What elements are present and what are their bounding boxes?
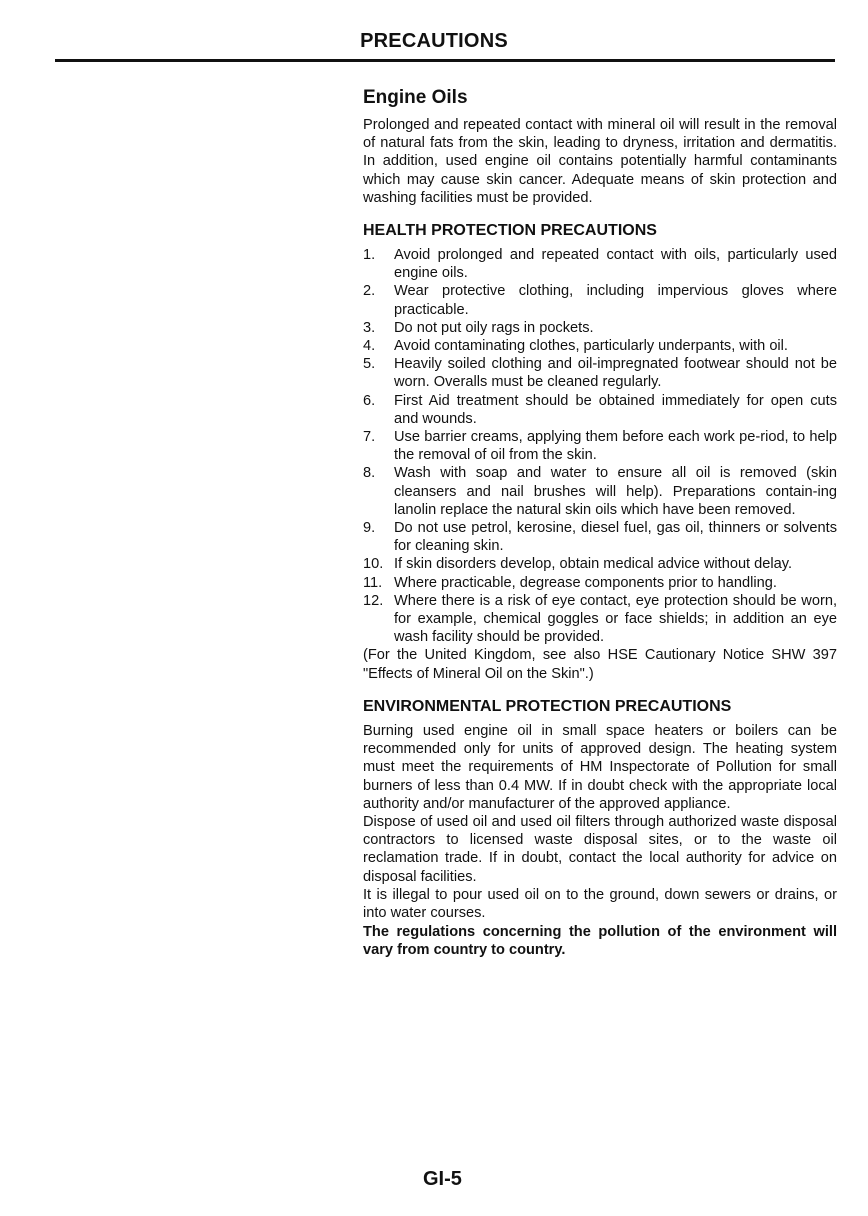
engine-oils-heading: Engine Oils xyxy=(363,87,468,108)
list-item xyxy=(363,392,837,428)
list-item-text: If skin disorders develop, obtain medical advice without delay. xyxy=(394,556,793,573)
list-item-text: Where practicable, degrease components prior to handling. xyxy=(394,574,777,591)
health-list xyxy=(363,246,837,646)
header-rule xyxy=(55,59,835,62)
list-item xyxy=(363,592,837,647)
regulations-note: The regulations concerning the pollution of the environment will vary from country to country. xyxy=(363,924,837,959)
list-item-text: Do not use petrol, kerosine, diesel fuel, gas oil, thinners or solvents for cleaning skin. xyxy=(394,520,837,555)
list-item-text: Wash with soap and water to ensure all oil is removed (skin cleansers and nail brushes will help). Preparations contain-ing lanolin replace the natural skin oils which have been removed. xyxy=(394,465,837,518)
list-item xyxy=(363,574,837,592)
list-item-number: 10. xyxy=(363,556,384,573)
list-item-number: 8. xyxy=(363,465,376,482)
list-item-number: 9. xyxy=(363,520,376,537)
list-item-text: Use barrier creams, applying them before each work pe-riod, to help the removal of oil from the skin. xyxy=(394,429,837,464)
list-item-number: 11. xyxy=(363,574,383,591)
page-number: GI-5 xyxy=(423,1168,462,1190)
list-item xyxy=(363,464,837,519)
list-item xyxy=(363,519,837,555)
list-item-number: 7. xyxy=(363,429,376,446)
list-item-number: 1. xyxy=(363,247,376,264)
list-item xyxy=(363,555,837,573)
uk-note: (For the United Kingdom, see also HSE Cautionary Notice SHW 397 "Effects of Mineral Oil on the Skin".) xyxy=(363,647,837,682)
list-item-text: Where there is a risk of eye contact, eye protection should be worn, for example, chemical goggles or face shields; in addition an eye wash facility should be provided. xyxy=(394,592,837,646)
environment-paragraph: It is illegal to pour used oil on to the ground, down sewers or drains, or into water courses. xyxy=(363,886,837,921)
list-item xyxy=(363,246,837,282)
list-item xyxy=(363,355,837,391)
list-item-number: 5. xyxy=(363,356,376,373)
list-item-text: Heavily soiled clothing and oil-impregnated footwear should not be worn. Overalls must be cleaned regularly. xyxy=(394,356,837,391)
list-item-text: Wear protective clothing, including impervious gloves where practicable. xyxy=(394,283,837,318)
list-item-text: Avoid prolonged and repeated contact with oils, particularly used engine oils. xyxy=(394,247,837,282)
list-item-text: Avoid contaminating clothes, particularly underpants, with oil. xyxy=(394,338,788,355)
environment-paragraph: Burning used engine oil in small space heaters or boilers can be recommended only for units of approved design. The heating system must meet the requirements of HM Inspectorate of Pollution for small burners of less than 0.4 MW. If in doubt check with the appropriate local authority and/or manufacturer of the approved appliance. xyxy=(363,722,837,812)
list-item-number: 12. xyxy=(363,592,384,609)
content-column xyxy=(363,86,837,960)
health-heading: HEALTH PROTECTION PRECAUTIONS xyxy=(363,222,657,240)
list-item-text: First Aid treatment should be obtained immediately for open cuts and wounds. xyxy=(394,392,837,427)
list-item-number: 4. xyxy=(363,338,376,355)
list-item xyxy=(363,282,837,318)
engine-oils-intro: Prolonged and repeated contact with mineral oil will result in the removal of natural fats from the skin, leading to dryness, irritation and dermatitis. In addition, used engine oil contains potentially harmful contaminants which may cause skin cancer. Adequate means of skin protection and washing facilities must be provided. xyxy=(363,117,837,206)
environment-paragraph: Dispose of used oil and used oil filters through authorized waste disposal contractors to licensed waste disposal sites, or to the waste oil reclamation trade. If in doubt, contact the local authority for advice on disposal facilities. xyxy=(363,813,837,885)
list-item-number: 6. xyxy=(363,392,376,409)
list-item-number: 3. xyxy=(363,319,376,336)
list-item-text: Do not put oily rags in pockets. xyxy=(394,319,594,336)
list-item xyxy=(363,319,837,337)
environment-heading: ENVIRONMENTAL PROTECTION PRECAUTIONS xyxy=(363,697,732,715)
list-item xyxy=(363,428,837,464)
list-item-number: 2. xyxy=(363,283,376,300)
page-title: PRECAUTIONS xyxy=(360,30,508,52)
list-item xyxy=(363,337,837,355)
